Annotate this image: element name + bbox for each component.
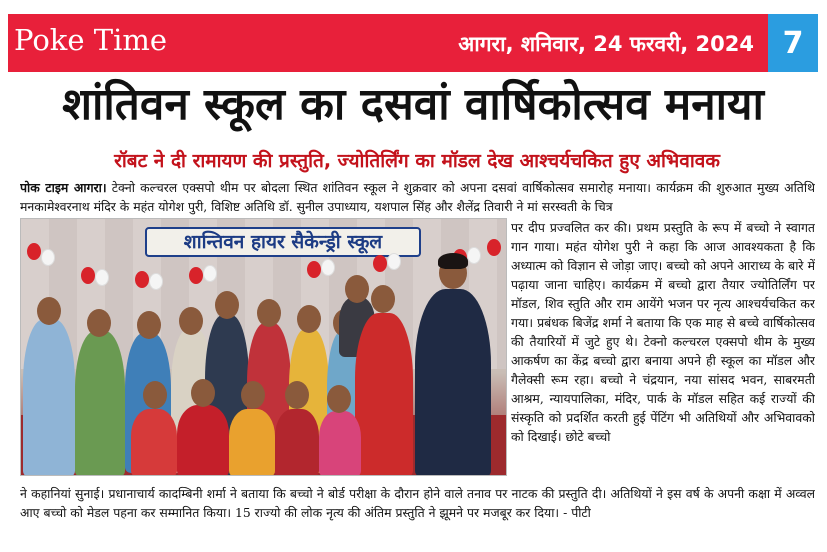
teacher-figure-head bbox=[257, 299, 281, 327]
teacher-figure bbox=[229, 409, 275, 476]
balloon-decoration bbox=[487, 239, 501, 256]
guest-figure-head bbox=[345, 275, 369, 303]
publication-name: Poke Time bbox=[14, 23, 168, 57]
balloon-decoration bbox=[149, 273, 163, 290]
teacher-figure-head bbox=[371, 285, 395, 313]
event-photo bbox=[20, 218, 507, 476]
article-body-column: पर दीप प्रज्वलित कर की। प्रथम प्रस्तुति के रूप में बच्चो ने स्वागत गान गाया। महंत योगेश पुरी ने कहा कि आज आवश्यकता है कि अध्यात्म को विज्ञान से जोड़ा जाए। बच्चो को अपने आराध्य के बारे में पढ़ाया जाना चाहिए। कार्यक्रम में बच्चो द्वारा तैयार ज्योतिर्लिंग पर मॉडल, शिव स्तुति और राम आयेंगे भजन पर नृत्य आश्चर्यचकित कर गया। प्रबंधक बिजेंद्र शर्मा ने बताया कि एक माह से बच्चे वार्षिकोत्सव की तैयारियों में जुटे हुए थे। टेक्नो कल्चरल एक्सपो थीम के मुख्य आकर्षण का केंद्र बच्चो द्वारा बनाया अपने ही स्कूल का मॉडल और गैलेक्सी रूम रहा। बच्चो ने चंद्रयान, नया सांसद भवन, साबरमती आश्रम, न्यायपालिका, मंदिर, पार्क के मॉडल सहित कई राज्यों की संस्कृति को प्रदर्शित करती हुई पेंटिंग भी अतिथियों और अभिवावको को दिखाई। छोटे बच्चो bbox=[511, 220, 815, 444]
balloon-decoration bbox=[27, 243, 41, 260]
teacher-figure-head bbox=[285, 381, 309, 409]
teacher-figure-head bbox=[87, 309, 111, 337]
guest-figure-head bbox=[37, 297, 61, 325]
balloon-decoration bbox=[81, 267, 95, 284]
balloon-decoration bbox=[41, 249, 55, 266]
guest-figure bbox=[415, 289, 491, 476]
article-subheadline: रॉबट ने दी रामायण की प्रस्तुति, ज्योतिर्लिंग का मॉडल देख आश्चर्यचकित हुए अभिवावक bbox=[114, 150, 720, 172]
teacher-figure bbox=[275, 409, 319, 476]
article-headline: शांतिवन स्कूल का दसवां वार्षिकोत्सव मनाया bbox=[62, 79, 764, 130]
guest-figure-head bbox=[215, 291, 239, 319]
teacher-figure bbox=[177, 405, 229, 476]
article-intro-text: टेक्नो कल्चरल एक्सपो थीम पर बोदला स्थित शांतिवन स्कूल ने शुक्रवार को अपना दसवां वार्षिकोत्सव समारोह मनाया। कार्यक्रम की शुरुआत मुख्य अतिथि मनकामेश्वरनाथ मंदिर के महंत योगेश पुरी, विशिष्ट अतिथि डॉ. सुनील उपाध्याय, यशपाल सिंह और शैलेंद्र तिवारी ने मां सरस्वती के चित्र bbox=[20, 180, 815, 214]
balloon-decoration bbox=[387, 253, 401, 270]
school-banner: शान्तिवन हायर सैकेन्ड्री स्कूल bbox=[145, 227, 421, 257]
teacher-figure bbox=[75, 331, 125, 476]
teacher-figure-head bbox=[241, 381, 265, 409]
balloon-decoration bbox=[95, 269, 109, 286]
article-closing: ने कहानियां सुनाई। प्रधानाचार्य कादम्बिनी शर्मा ने बताया कि बच्चो ने बोर्ड परीक्षा के दौरान होने वाले तनाव पर नाटक की प्रस्तुति दी। अतिथियों ने इस वर्ष के अपनी कक्षा में अव्वल आए बच्चो को मेडल पहना कर सम्मानित किया। 15 राज्यो की लोक नृत्य की अंतिम प्रस्तुति ने झूमने पर मजबूर कर दिया। - पीटी bbox=[20, 486, 815, 520]
page-number-badge: 7 bbox=[768, 14, 818, 72]
teacher-figure bbox=[319, 411, 361, 476]
article-intro bbox=[20, 178, 815, 218]
teacher-figure bbox=[131, 409, 177, 476]
teacher-figure-head bbox=[327, 385, 351, 413]
balloon-decoration bbox=[373, 255, 387, 272]
teacher-figure-head bbox=[143, 381, 167, 409]
masthead bbox=[8, 14, 818, 72]
teacher-figure-head bbox=[191, 379, 215, 407]
balloon-decoration bbox=[321, 259, 335, 276]
teacher-figure bbox=[355, 313, 413, 476]
balloon-decoration bbox=[467, 247, 481, 264]
teacher-figure-head bbox=[179, 307, 203, 335]
article-dateline: पोक टाइम आगरा। bbox=[20, 180, 107, 195]
balloon-decoration bbox=[307, 261, 321, 278]
masthead-bar bbox=[8, 14, 768, 72]
teacher-figure-head bbox=[137, 311, 161, 339]
guest-figure bbox=[23, 319, 75, 476]
guest-figure-hair bbox=[438, 253, 468, 269]
balloon-decoration bbox=[189, 267, 203, 284]
balloon-decoration bbox=[203, 265, 217, 282]
balloon-decoration bbox=[135, 271, 149, 288]
teacher-figure-head bbox=[297, 305, 321, 333]
issue-dateline: आगरा, शनिवार, 24 फरवरी, 2024 bbox=[458, 32, 754, 56]
